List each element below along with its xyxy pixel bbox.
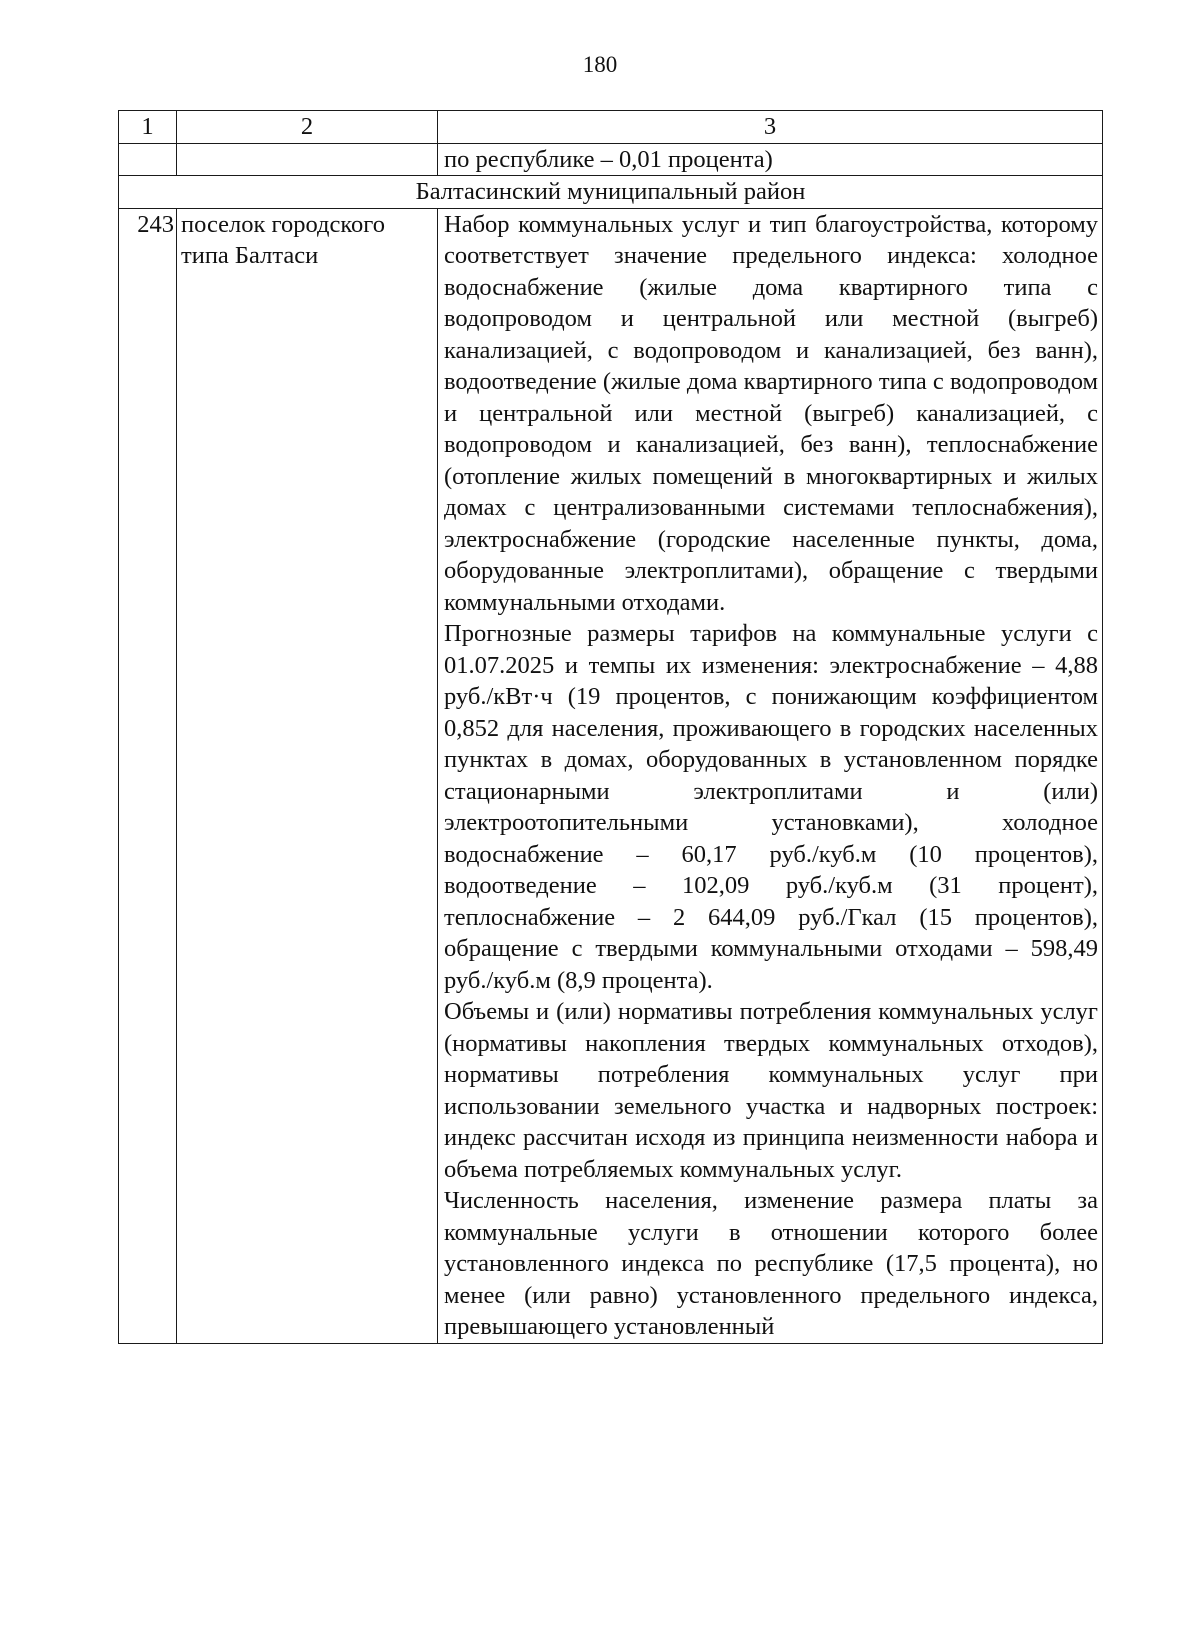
continuation-text: по республике – 0,01 процента) xyxy=(438,143,1103,176)
tariff-table xyxy=(118,110,1103,1344)
section-title: Балтасинский муниципальный район xyxy=(119,176,1103,209)
table-row xyxy=(119,208,1103,1343)
paragraph-population: Численность населения, изменение размера платы за коммунальные услуги в отношении которого более установленного индекса по республике (17,5 процента), но менее (или равно) установленного предельного индекса, превышающего установленный xyxy=(444,1187,1098,1340)
continuation-row xyxy=(119,143,1103,176)
description-cell xyxy=(438,208,1103,1343)
row-number: 243 xyxy=(119,208,177,1343)
paragraph-services: Набор коммунальных услуг и тип благоустройства, которому соответствует значение предельного индекса: холодное водоснабжение (жилые дома квартирного типа с водопроводом и центральной или местной (выгреб) канализацией, с водопроводом и канализацией, без ванн), водоотведение (жилые дома квартирного типа с водопроводом и центральной или местной (выгреб) канализацией, с водопроводом и канализацией, без ванн), теплоснабжение (отопление жилых помещений в многоквартирных и жилых домах с централизованными системами теплоснабжения), электроснабжение (городские населенные пункты, дома, оборудованные электроплитами), обращение с твердыми коммунальными отходами. xyxy=(444,210,1098,616)
paragraph-tariffs: Прогнозные размеры тарифов на коммунальные услуги с 01.07.2025 и темпы их изменения: электроснабжение – 4,88 руб./кВт·ч (19 процентов, с понижающим коэффициентом 0,852 для населения, проживающего в городских населенных пунктах в домах, оборудованных в установленном порядке стационарными электроплитами и (или) электроотопительными установками), холодное водоснабжение – 60,17 руб./куб.м (10 процентов), водоотведение – 102,09 руб./куб.м (31 процент), теплоснабжение – 2 644,09 руб./Гкал (15 процентов), обращение с твердыми коммунальными отходами – 598,49 руб./куб.м (8,9 процента). xyxy=(444,620,1098,994)
table-header-row xyxy=(119,111,1103,144)
locality-name: поселок городского типа Балтаси xyxy=(177,208,438,1343)
header-col-3: 3 xyxy=(438,111,1103,144)
header-col-2: 2 xyxy=(177,111,438,144)
page-number: 180 xyxy=(582,52,618,77)
header-col-1: 1 xyxy=(119,111,177,144)
section-row xyxy=(119,176,1103,209)
paragraph-volumes: Объемы и (или) нормативы потребления коммунальных услуг (нормативы накопления твердых коммунальных отходов), нормативы потребления коммунальных услуг при использовании земельного участка и надворных построек: индекс рассчитан исходя из принципа неизменности набора и объема потребляемых коммунальных услуг. xyxy=(444,998,1098,1183)
